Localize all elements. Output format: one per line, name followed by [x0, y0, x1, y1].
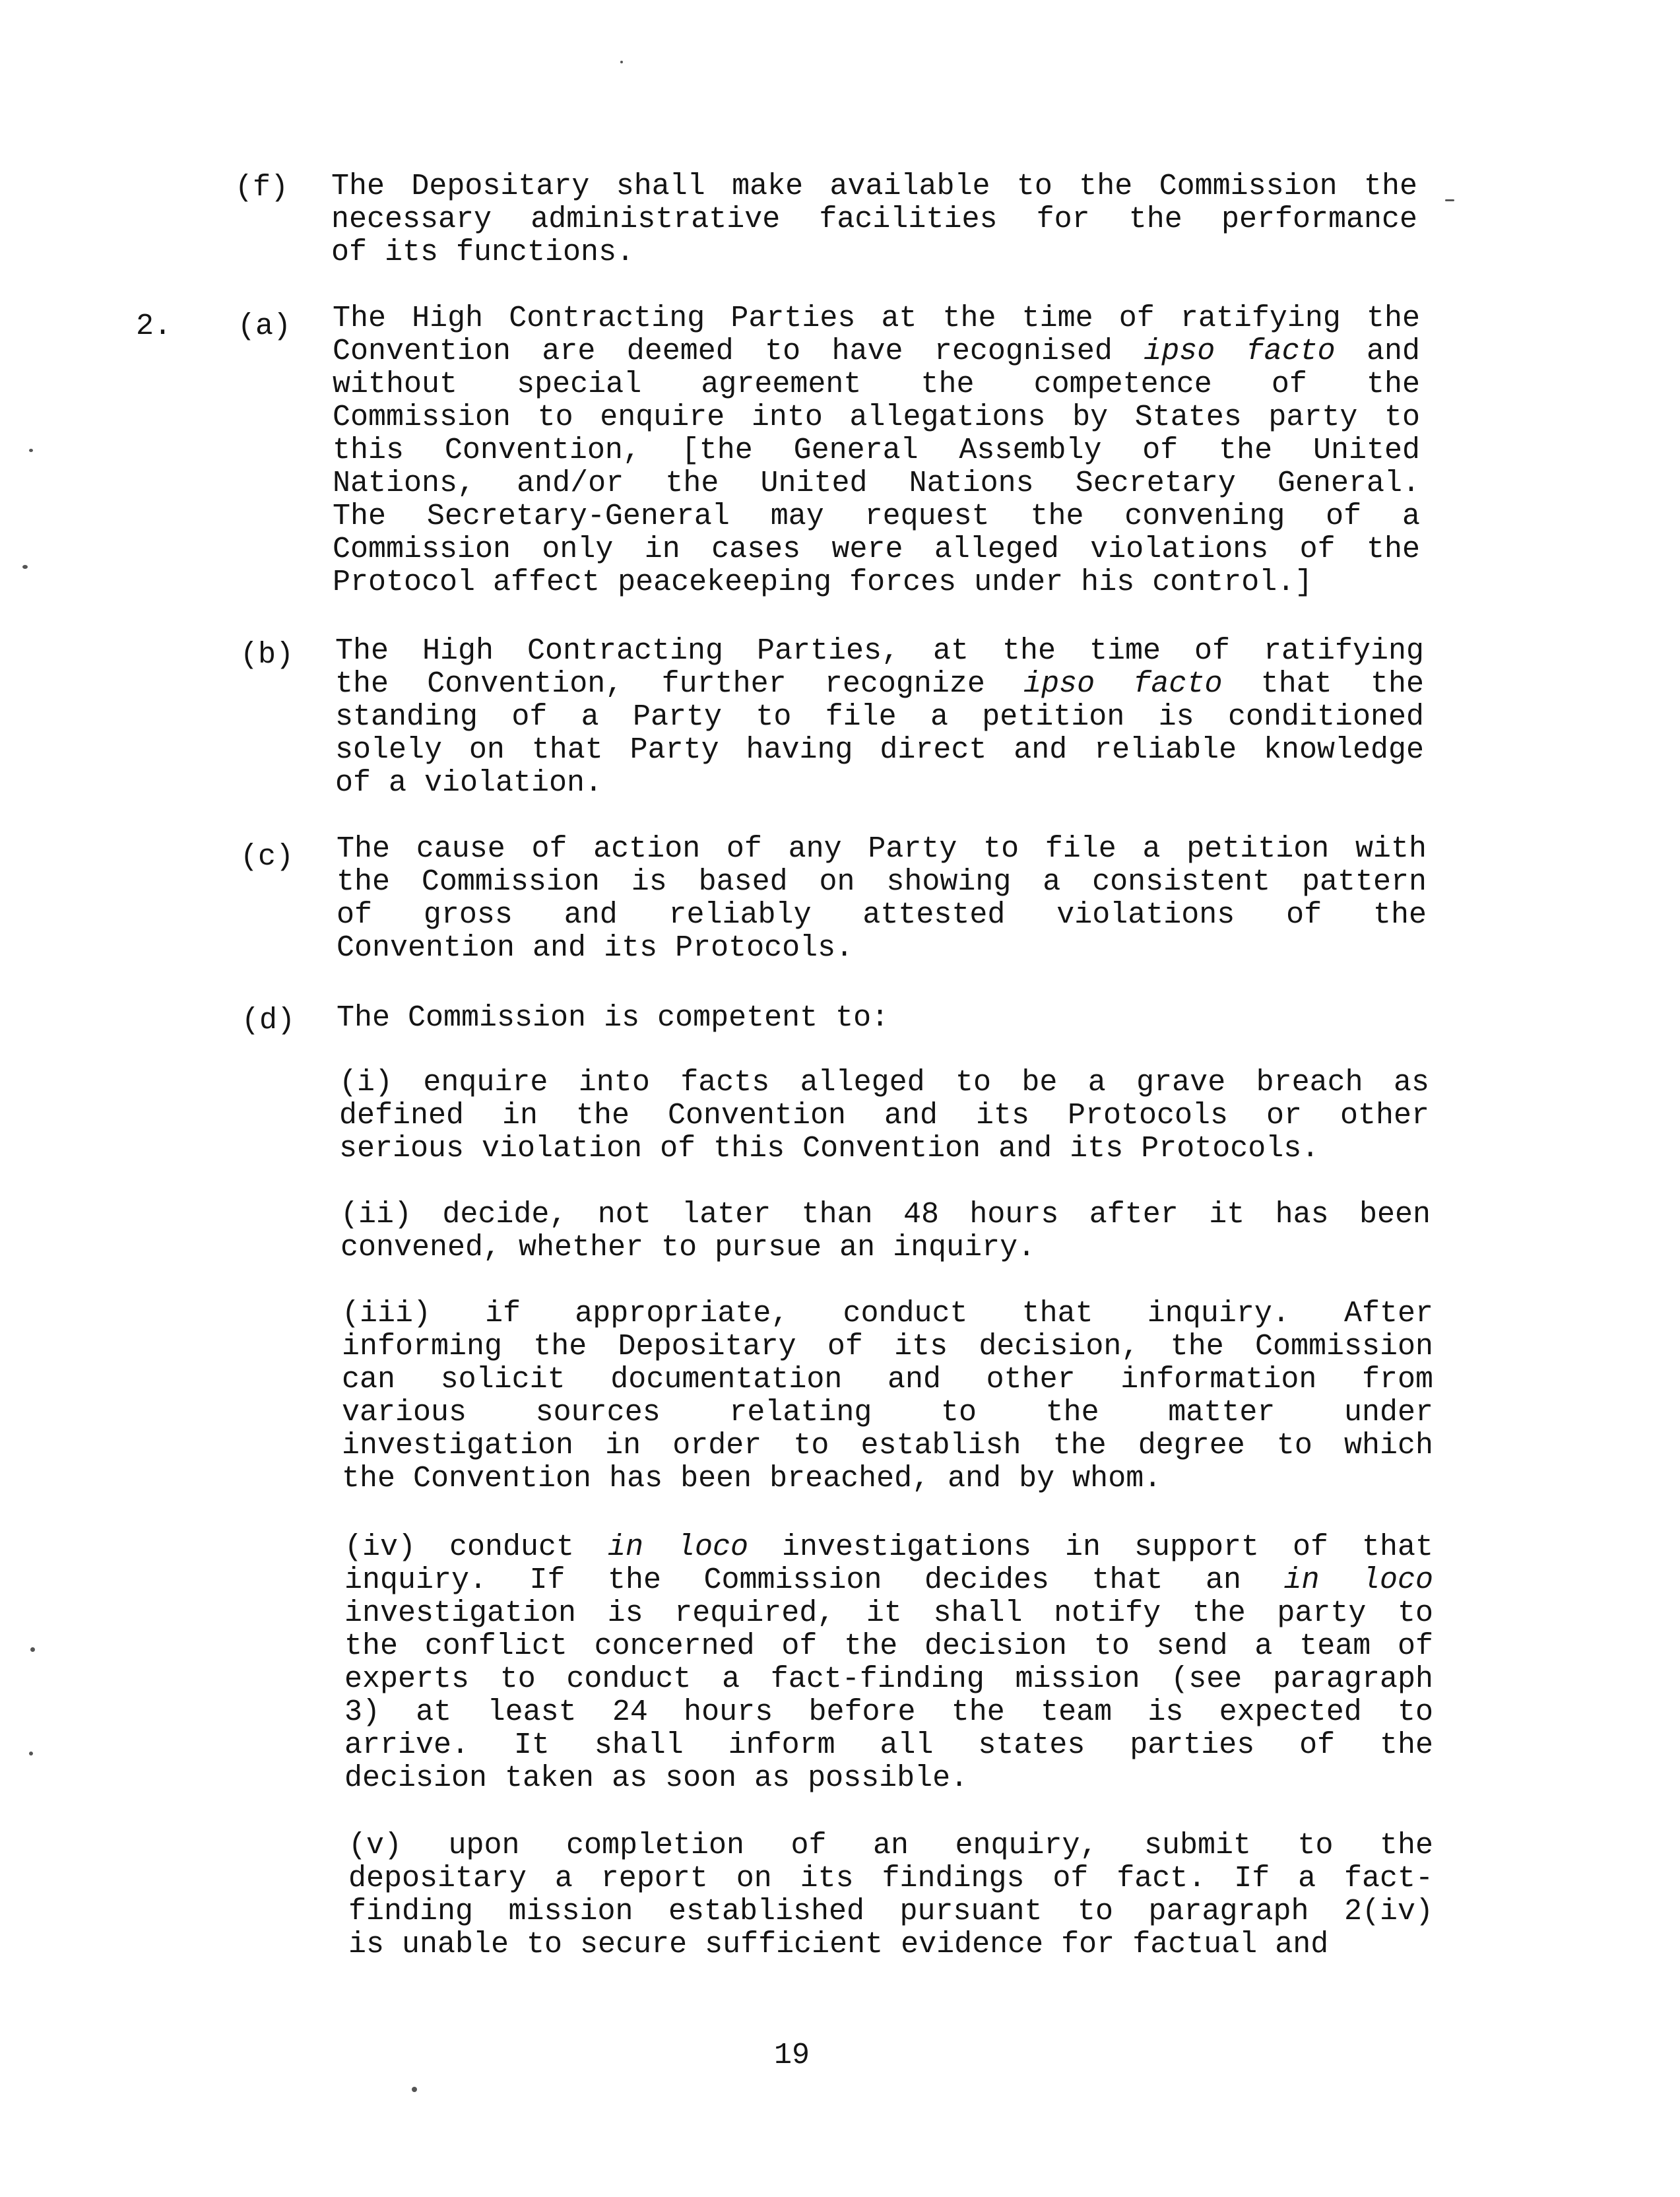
text-line: convened, whether to pursue an inquiry. [340, 1231, 1036, 1264]
text-line: depositary a report on its findings of fact. If a fact- [348, 1862, 1433, 1895]
text-line: of gross and reliably attested violations of the [337, 898, 1427, 932]
text-line: informing the Depositary of its decision, the Commission [342, 1330, 1433, 1363]
paragraph-f [331, 170, 1417, 269]
text-line: (ii) decide, not later than 48 hours after it has been [340, 1198, 1431, 1231]
text-line: Commission to enquire into allegations by States party to [333, 401, 1420, 434]
text-line: the Convention has been breached, and by whom. [342, 1462, 1162, 1495]
paragraph-d-iv [344, 1531, 1433, 1795]
text-line: of a violation. [335, 766, 603, 800]
text-line: necessary administrative facilities for the performance [331, 203, 1417, 236]
scan-speck [29, 1752, 33, 1755]
label-section-2: 2. [136, 310, 172, 343]
text-line: The High Contracting Parties at the time of ratifying the [333, 302, 1420, 335]
text-line: inquiry. If the Commission decides that an in loco [344, 1563, 1433, 1597]
text-line: standing of a Party to file a petition is conditioned [335, 700, 1424, 734]
text-line: The cause of action of any Party to file a petition with [337, 832, 1427, 866]
paragraph-d-v [348, 1829, 1433, 1961]
scan-speck [22, 565, 28, 569]
text-line: various sources relating to the matter under [342, 1396, 1433, 1429]
text-line: The Secretary-General may request the convening of a [333, 500, 1420, 533]
paragraph-a [333, 302, 1420, 599]
text-line: (iv) conduct in loco investigations in support of that [344, 1530, 1433, 1564]
text-line: The Commission is competent to: [337, 1001, 889, 1035]
text-line: Nations, and/or the United Nations Secretary General. [333, 467, 1420, 500]
text-line: (v) upon completion of an enquiry, submit to the [348, 1829, 1433, 1862]
paragraph-c [337, 833, 1427, 965]
text-line: investigation is required, it shall notify the party to [344, 1596, 1433, 1630]
scan-speck [412, 2087, 417, 2092]
scan-speck [29, 449, 33, 452]
text-line: Protocol affect peacekeeping forces under his control.] [333, 566, 1313, 599]
text-line: defined in the Convention and its Protocols or other [339, 1099, 1429, 1132]
text-line: the Convention, further recognize ipso facto that the [335, 667, 1424, 701]
text-line: solely on that Party having direct and reliable knowledge [335, 733, 1424, 767]
text-line: experts to conduct a fact-finding mission (see paragraph [344, 1662, 1433, 1696]
text-line: The Depositary shall make available to the Commission the [331, 170, 1417, 203]
text-line: decision taken as soon as possible. [344, 1761, 969, 1795]
text-line: (i) enquire into facts alleged to be a grave breach as [339, 1066, 1429, 1099]
text-line: Commission only in cases were alleged violations of the [333, 533, 1420, 566]
text-line: finding mission established pursuant to paragraph 2(iv) [348, 1895, 1433, 1928]
text-line: (iii) if appropriate, conduct that inquiry. After [342, 1297, 1433, 1330]
label-b: (b) [240, 638, 294, 672]
paragraph-d [337, 1002, 1427, 1035]
text-line: is unable to secure sufficient evidence for factual and [348, 1928, 1329, 1961]
text-line: arrive. It shall inform all states parties of the [344, 1728, 1433, 1762]
text-line: the Commission is based on showing a consistent pattern [337, 865, 1427, 899]
text-line: without special agreement the competence of the [333, 368, 1420, 401]
scan-speck [30, 1647, 35, 1652]
paragraph-d-ii [340, 1198, 1431, 1264]
text-line: can solicit documentation and other information from [342, 1363, 1433, 1396]
text-line: The High Contracting Parties, at the time of ratifying [335, 634, 1424, 668]
page-number: 19 [773, 2039, 810, 2072]
label-f: (f) [235, 171, 289, 205]
text-line: the conflict concerned of the decision to send a team of [344, 1629, 1433, 1663]
paragraph-b [335, 635, 1424, 800]
paragraph-d-i [339, 1066, 1429, 1165]
text-line: 3) at least 24 hours before the team is expected to [344, 1695, 1433, 1729]
text-line: Convention and its Protocols. [337, 931, 854, 965]
paragraph-d-iii [342, 1297, 1433, 1495]
text-line: Convention are deemed to have recognised ipso facto and [333, 335, 1420, 368]
scan-speck [1445, 199, 1454, 201]
text-line: of its functions. [331, 236, 635, 269]
text-line: serious violation of this Convention and its Protocols. [339, 1132, 1320, 1165]
scan-speck [620, 61, 623, 63]
text-line: investigation in order to establish the degree to which [342, 1429, 1433, 1462]
text-line: this Convention, [the General Assembly of the United [333, 434, 1420, 467]
label-d: (d) [242, 1004, 296, 1037]
label-c: (c) [240, 840, 294, 874]
label-a: (a) [238, 310, 292, 343]
